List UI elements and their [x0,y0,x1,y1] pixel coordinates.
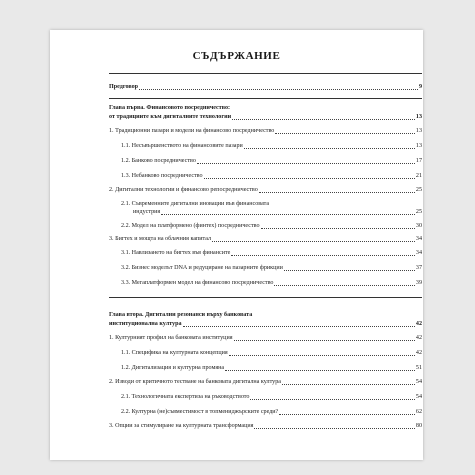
leader-dots [244,148,415,149]
toc-entry-c2-2[interactable]: 2. Изводи от критичното тестване на банковата дигитална култура 54 [109,379,422,385]
toc-entry-c1-3-3[interactable]: 3.3. Мегаплатформен модел на финансово посредничество 39 [121,280,422,286]
leader-dots [250,399,414,400]
leader-dots [212,241,415,242]
toc-entry-c1-1-3[interactable]: 1.3. Небанково посредничество 21 [121,173,422,179]
leader-dots [183,326,415,327]
toc-entry-c2-3[interactable]: 3. Опции за стимулиране на културната трансформация 80 [109,423,422,429]
toc-entry-c1-3-2[interactable]: 3.2. Бизнес моделът DNA и редуциране на пазарните фрикции 37 [121,265,422,271]
toc-entry-preface[interactable]: Предговор 9 [109,84,422,90]
toc-entry-c2-1[interactable]: 1. Културният профил на банковата институция 42 [109,335,422,341]
toc-entry-c2-1-1[interactable]: 1.1. Специфика на културната концепция 42 [121,350,422,356]
leader-dots [279,414,415,415]
toc-entry-c1-2-1-line1[interactable]: 2.1. Съвременните дигитални иновации във финансовата [121,201,270,207]
toc-title: СЪДЪРЖАНИЕ [192,50,281,62]
toc-entry-chapter-2[interactable]: институционална култура 42 [109,321,422,327]
document-page [50,30,423,460]
leader-dots [261,228,415,229]
toc-entry-c2-1-2[interactable]: 1.2. Дигитализация и културна промяна 51 [121,365,422,371]
leader-dots [275,133,415,134]
toc-entry-c1-2-2[interactable]: 2.2. Модел на платформено (финтех) посредничество 30 [121,223,422,229]
toc-entry-c1-1-2[interactable]: 1.2. Банково посредничество 17 [121,158,422,164]
toc-entry-chapter-1[interactable]: от традициите към дигиталните технологии 13 [109,114,422,120]
toc-entry-c1-1-1[interactable]: 1.1. Несъвършенството на финансовите пазари 13 [121,143,422,149]
section-divider [109,297,422,298]
leader-dots [254,428,414,429]
toc-entry-c2-2-1[interactable]: 2.1. Технологичната експертиза на ръководството 54 [121,394,422,400]
leader-dots [282,384,415,385]
toc-entry-c2-2-2[interactable]: 2.2. Културна (не)съвместимост в топмениджърските среди? 62 [121,409,422,415]
leader-dots [232,119,415,120]
leader-dots [231,255,415,256]
leader-dots [225,370,415,371]
toc-entry-c1-3-1[interactable]: 3.1. Навлизането на бигтех във финансите 34 [121,250,422,256]
section-divider [109,98,422,99]
toc-entry-c1-2-1[interactable]: индустрия 25 [133,209,422,215]
toc-entry-c1-2[interactable]: 2. Дигитални технологии и финансово репосредничество 25 [109,187,422,193]
chapter-1-title-line1[interactable]: Глава първа. Финансовото посредничество: [109,105,231,111]
leader-dots [139,89,418,90]
toc-entry-c1-3[interactable]: 3. Бигтех и мощта на облачния капитал 34 [109,236,422,242]
leader-dots [284,270,415,271]
leader-dots [197,163,415,164]
chapter-2-title-line1[interactable]: Глава втора. Дигитални резонанси върху банковата [109,312,253,318]
toc-entry-c1-1[interactable]: 1. Традиционни пазари и модели на финансово посредничество 13 [109,128,422,134]
leader-dots [204,178,415,179]
leader-dots [161,214,415,215]
leader-dots [274,285,414,286]
title-divider [109,73,422,74]
leader-dots [234,340,415,341]
leader-dots [259,192,415,193]
leader-dots [229,355,415,356]
